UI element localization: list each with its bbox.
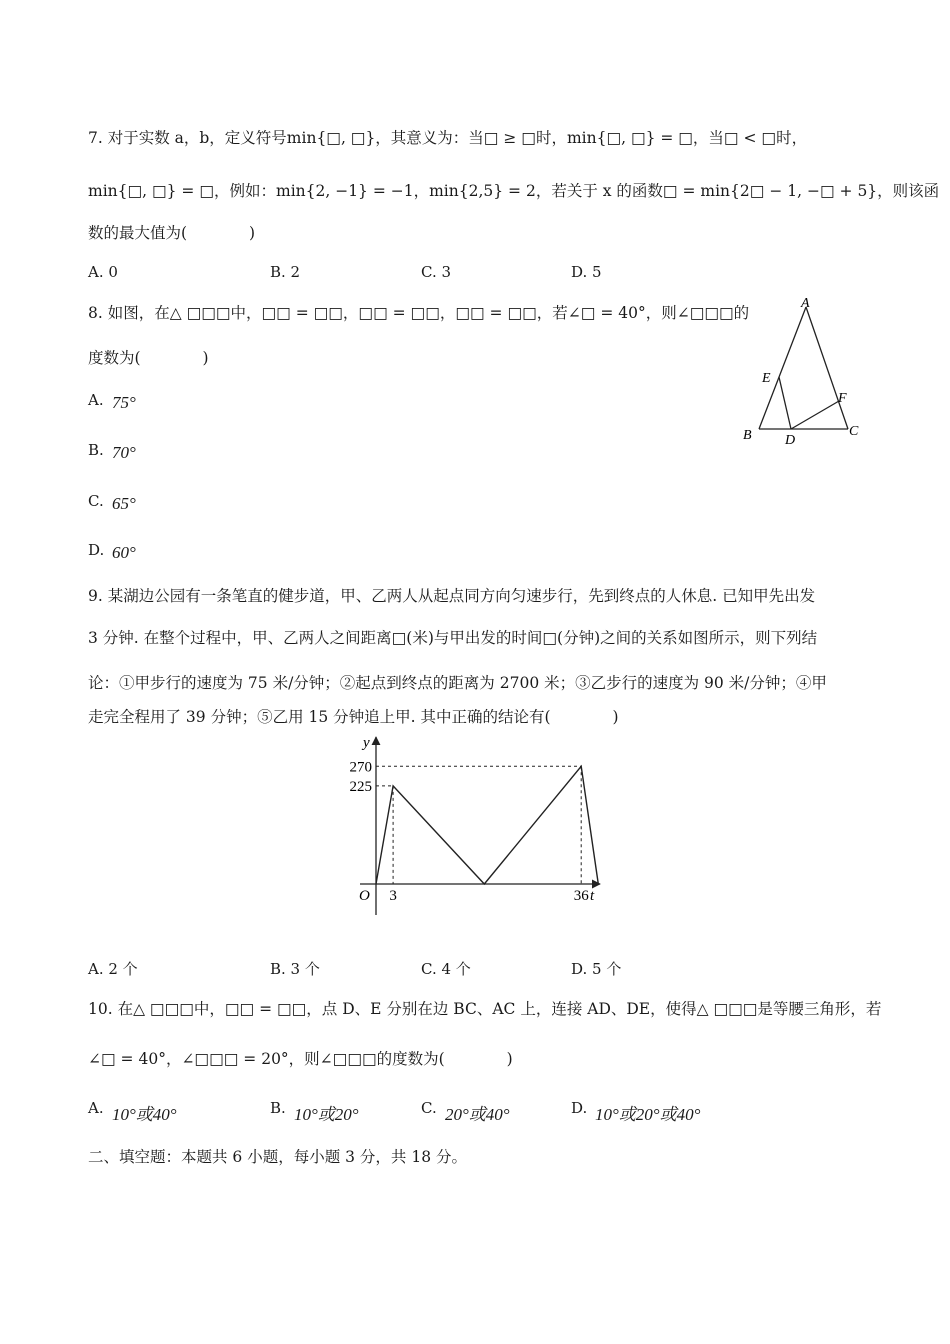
segment-df <box>791 401 839 429</box>
q8-option-c-value: 65° <box>112 494 136 513</box>
label-f: F <box>838 391 847 406</box>
q8-option-d-letter: D. <box>88 541 105 559</box>
q10-option-c-value: 20°或40° <box>445 1105 510 1124</box>
q7-option-a: A. 0 <box>88 263 118 281</box>
q8-option-b-letter: B. <box>88 441 104 459</box>
q10-option-c-letter: C. <box>421 1099 437 1117</box>
x-axis-label: t <box>590 888 595 904</box>
q9-option-a: A. 2 个 <box>88 960 138 978</box>
q10-option-a-letter: A. <box>88 1099 104 1117</box>
label-e: E <box>762 371 771 386</box>
origin-label: O <box>359 888 370 904</box>
label-c: C <box>849 424 859 439</box>
label-a: A <box>801 296 810 311</box>
q8-option-b-value: 70° <box>112 443 136 462</box>
x-tick-label-1: 36 <box>573 888 589 904</box>
series-line <box>376 766 598 884</box>
q8-option-a-value: 75° <box>112 393 136 412</box>
q9-line1: 9. 某湖边公园有一条笔直的健步道，甲、乙两人从起点同方向匀速步行，先到终点的人休息. 已知甲先出发 <box>88 587 816 605</box>
triangle-figure <box>735 295 875 455</box>
q8-line1: 8. 如图，在△ □□□中，□□ = □□，□□ = □□，□□ = □□，若∠□ = 40°，则∠□□□的 <box>88 304 750 322</box>
q10-line2: ∠□ = 40°，∠□□□ = 20°，则∠□□□的度数为( ) <box>88 1050 513 1068</box>
label-b: B <box>743 428 752 443</box>
q10-option-d-letter: D. <box>571 1099 588 1117</box>
q7-option-c: C. 3 <box>421 263 452 281</box>
y-tick-label-1: 270 <box>349 759 372 776</box>
q8-option-c-letter: C. <box>88 492 104 510</box>
y-axis-label: y <box>363 735 370 751</box>
q7-line2: min{□, □} = □，例如：min{2, −1} = −1，min{2,5} = 2，若关于 x 的函数□ = min{2□ − 1, −□ + 5}，则该函 <box>88 182 940 200</box>
section-heading: 二、填空题：本题共 6 小题，每小题 3 分，共 18 分。 <box>88 1148 468 1166</box>
segment-ed <box>779 377 791 429</box>
y-tick-label-0: 225 <box>349 778 372 795</box>
distance-time-chart <box>330 725 620 920</box>
q7-option-b: B. 2 <box>270 263 301 281</box>
q8-line2: 度数为( ) <box>88 349 209 367</box>
q8-option-d-value: 60° <box>112 543 136 562</box>
q10-line1: 10. 在△ □□□中，□□ = □□，点 D、E 分别在边 BC、AC 上，连接 AD、DE，使得△ □□□是等腰三角形，若 <box>88 1000 882 1018</box>
q10-option-a-value: 10°或40° <box>112 1105 177 1124</box>
q9-option-d: D. 5 个 <box>571 960 622 978</box>
q7-line3: 数的最大值为( ) <box>88 224 256 242</box>
q10-option-b-value: 10°或20° <box>294 1105 359 1124</box>
q8-option-a-letter: A. <box>88 391 104 409</box>
x-tick-label-0: 3 <box>389 888 397 904</box>
q9-line4: 走完全程用了 39 分钟；⑤乙用 15 分钟追上甲. 其中正确的结论有( ) <box>88 708 619 726</box>
q9-option-b: B. 3 个 <box>270 960 320 978</box>
q10-option-b-letter: B. <box>270 1099 286 1117</box>
q9-option-c: C. 4 个 <box>421 960 471 978</box>
q7-line1: 7. 对于实数 a，b，定义符号min{□, □}，其意义为：当□ ≥ □时，min{□, □} = □，当□ < □时， <box>88 129 808 147</box>
side-ab <box>759 307 806 429</box>
q7-option-d: D. 5 <box>571 263 602 281</box>
side-ac <box>806 307 848 429</box>
label-d: D <box>785 433 796 448</box>
q10-option-d-value: 10°或20°或40° <box>595 1105 701 1124</box>
q9-line2: 3 分钟. 在整个过程中，甲、乙两人之间距离□(米)与甲出发的时间□(分钟)之间的关系如图所示，则下列结 <box>88 629 818 647</box>
q9-line3: 论：①甲步行的速度为 75 米/分钟；②起点到终点的距离为 2700 米；③乙步行的速度为 90 米/分钟；④甲 <box>88 674 827 692</box>
